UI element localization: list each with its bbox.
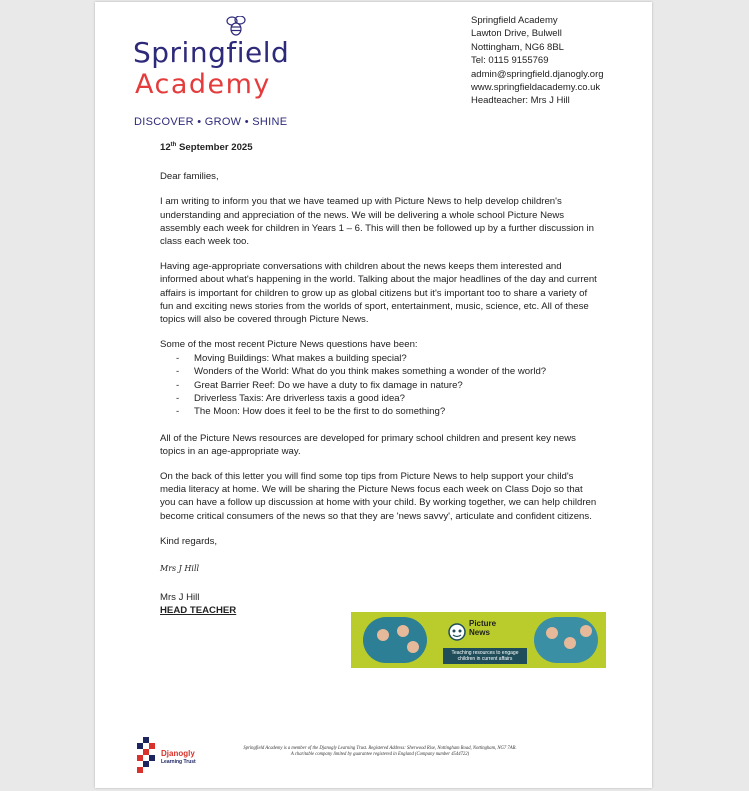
school-address bbox=[471, 14, 646, 108]
trust-logo-subtitle: Learning Trust bbox=[161, 759, 196, 765]
footer-line-1: Springfield Academy is a member of the Djanogly Learning Trust. Registered Address: Sherwood Rise, Nottingham Road, Nottingham, NG7 7AR. bbox=[243, 746, 517, 751]
picture-news-icon bbox=[447, 622, 467, 644]
children-photo-left bbox=[363, 617, 427, 663]
picture-news-banner bbox=[351, 612, 606, 668]
closing: Kind regards, bbox=[160, 535, 218, 547]
signer-title: HEAD TEACHER bbox=[160, 605, 237, 617]
children-photo-right bbox=[534, 617, 598, 663]
list-item: - Great Barrier Reef: Do we have a duty to fix damage in nature? bbox=[160, 379, 600, 392]
letter-page bbox=[95, 2, 652, 788]
address-line: Lawton Drive, Bulwell bbox=[471, 28, 562, 40]
address-email: admin@springfield.djanogly.org bbox=[471, 68, 604, 80]
questions-list bbox=[160, 352, 600, 418]
paragraph-top-tips: On the back of this letter you will find some top tips from Picture News to help support your child's media literacy at home. We will be sharing the Picture News focus each week on Class Dojo so that you can have a follow up discussion at home with your child. By working together, we can help children become critical consumers of the news so that they are 'news savvy', articulate and confident citizens. bbox=[160, 470, 597, 522]
trust-logo-name: Djanogly bbox=[161, 749, 195, 758]
footer-text bbox=[205, 746, 555, 759]
list-item: - Moving Buildings: What makes a building special? bbox=[160, 352, 600, 365]
trust-logo-mark-icon bbox=[133, 737, 159, 777]
address-website: www.springfieldacademy.co.uk bbox=[471, 82, 601, 94]
signer-name: Mrs J Hill bbox=[160, 592, 200, 604]
address-headteacher: Headteacher: Mrs J Hill bbox=[471, 95, 570, 107]
picture-news-tagline: Teaching resources to engage children in current affairs bbox=[443, 648, 527, 664]
signature: Mrs J Hill bbox=[160, 563, 200, 573]
logo-word-academy: Academy bbox=[135, 69, 271, 100]
paragraph-news-importance: Having age-appropriate conversations with children about the news keeps them interested and informed about what's happening in the world. Talking about the major headlines of the day and current affairs is important for children to grow up as global citizens but it's important too to share a variety of fun and exciting news stories from the worlds of sport, entertainment, music, science, etc. All of these topics will also be covered through Picture News. bbox=[160, 261, 597, 326]
paragraph-questions-intro: Some of the most recent Picture News questions have been: bbox=[160, 339, 418, 351]
address-line: Nottingham, NG6 8BL bbox=[471, 41, 564, 53]
letter-body bbox=[160, 139, 600, 618]
bee-icon bbox=[225, 16, 247, 36]
paragraph-intro: I am writing to inform you that we have teamed up with Picture News to help develop children's understanding and appreciation of the news. We will be delivering a whole school Picture News assembly each week for children in Years 1 – 6. This will then be followed up by a further discussion in class each week too. bbox=[160, 196, 594, 248]
address-line: Tel: 0115 9155769 bbox=[471, 55, 549, 67]
list-item: - The Moon: How does it feel to be the first to do something? bbox=[160, 405, 600, 418]
list-item: - Driverless Taxis: Are driverless taxis a good idea? bbox=[160, 392, 600, 405]
footer-line-2: A charitable company limited by guarantee registered in England (Company number 4544722) bbox=[290, 752, 470, 758]
trust-logo bbox=[133, 737, 213, 783]
letter-date: 12th September 2025 bbox=[160, 142, 253, 154]
list-item: - Wonders of the World: What do you think makes something a wonder of the world? bbox=[160, 365, 600, 378]
greeting: Dear families, bbox=[160, 171, 219, 183]
paragraph-resources: All of the Picture News resources are developed for primary school children and present key news topics in an age-appropriate way. bbox=[160, 432, 576, 457]
logo-word-springfield: Springfield bbox=[133, 36, 290, 69]
picture-news-brand: Picture News bbox=[469, 619, 497, 637]
logo-tagline: DISCOVER • GROW • SHINE bbox=[134, 116, 288, 128]
address-line: Springfield Academy bbox=[471, 15, 558, 26]
school-logo bbox=[133, 16, 290, 128]
